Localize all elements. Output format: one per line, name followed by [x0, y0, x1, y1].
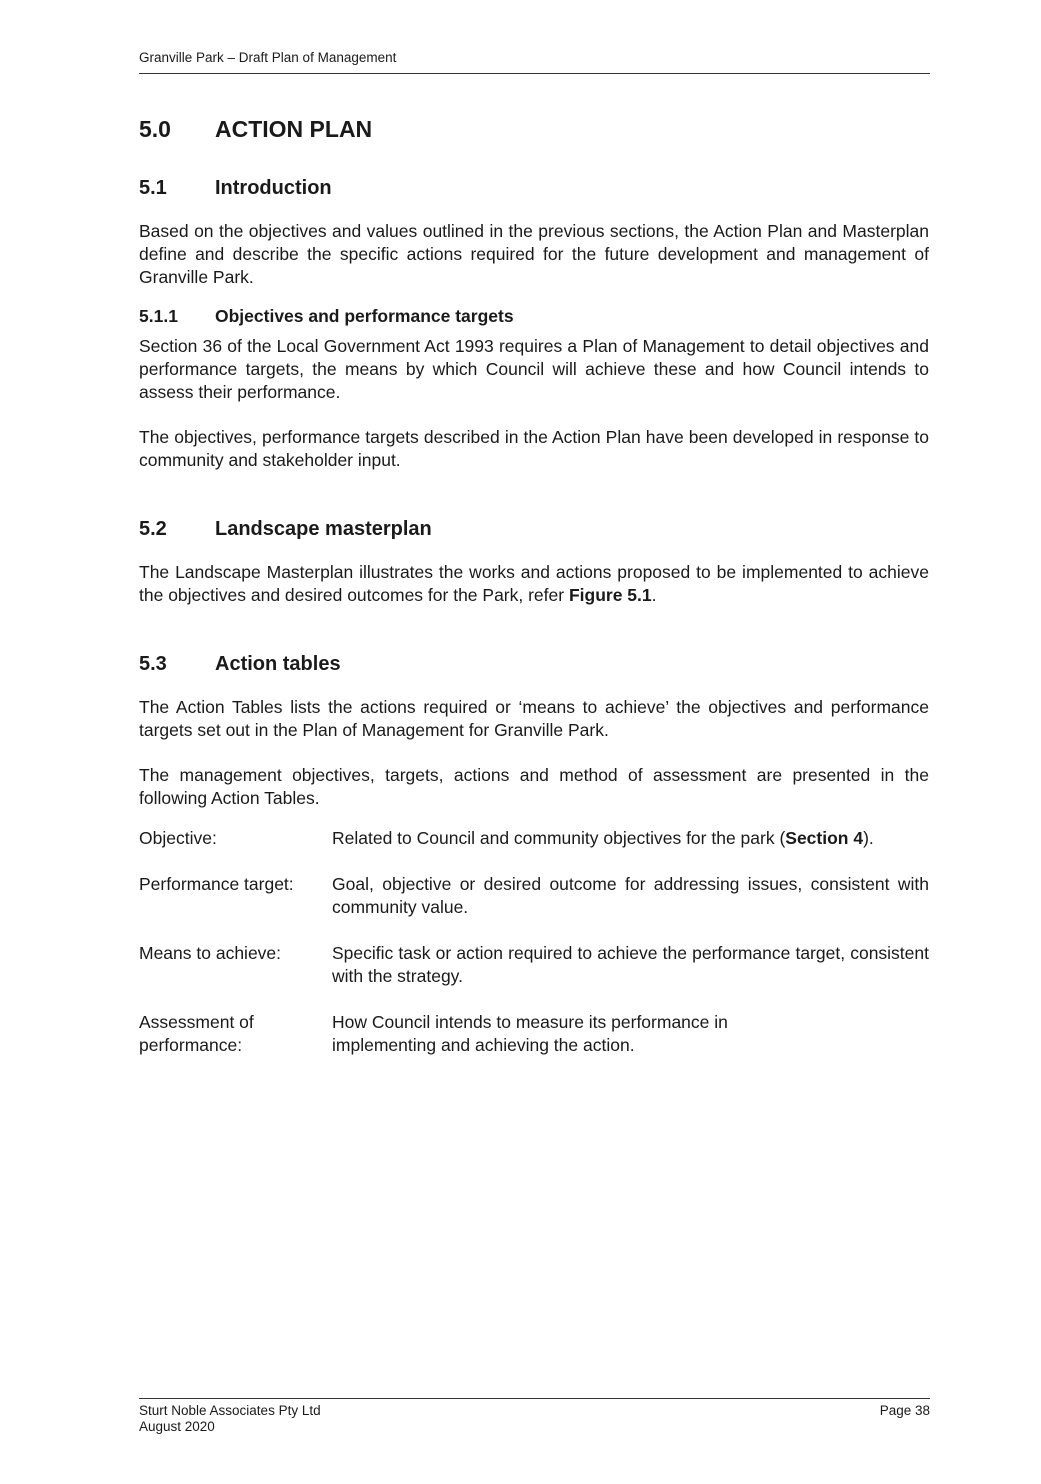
definition-assessment: [139, 1011, 929, 1057]
action-tables-paragraph-2: The management objectives, targets, actions and method of assessment are presented in the following Action Tables.: [139, 765, 929, 808]
heading-5-3-title: Action tables: [215, 653, 341, 675]
term-line-1: Assessment of: [139, 1012, 254, 1032]
term-line-2: performance:: [139, 1035, 243, 1055]
objective-text: Related to Council and community objectives for the park (: [332, 828, 786, 848]
heading-5-1-number: 5.1: [139, 177, 167, 199]
footer-row: [139, 1403, 930, 1419]
definition-description: [332, 827, 929, 850]
objective-text-end: ).: [863, 828, 874, 848]
footer-date: August 2020: [139, 1419, 215, 1434]
page-number: Page 38: [879, 1403, 930, 1418]
definition-performance-target: [139, 873, 929, 919]
description-line-1: How Council intends to measure its performance in: [332, 1012, 728, 1032]
document-body: [139, 116, 929, 1080]
objectives-paragraph-2: The objectives, performance targets described in the Action Plan have been developed in response to community and stakeholder input.: [139, 427, 929, 470]
heading-5-1-1-title: Objectives and performance targets: [215, 306, 514, 326]
masterplan-text: The Landscape Masterplan illustrates the works and actions proposed to be implemented to achieve the objectives and desired outcomes for the Park, refer: [139, 562, 929, 605]
heading-5-1-1-number: 5.1.1: [139, 306, 178, 326]
definition-objective: [139, 827, 929, 850]
definition-means-to-achieve: [139, 942, 929, 988]
header-title: Granville Park – Draft Plan of Management: [139, 50, 397, 65]
objectives-paragraph-1: Section 36 of the Local Government Act 1993 requires a Plan of Management to detail objectives and performance targets, the means by which Council will achieve these and how Council intends to assess their performance.: [139, 336, 929, 402]
figure-reference: Figure 5.1: [568, 585, 652, 605]
heading-5-2-number: 5.2: [139, 518, 167, 540]
definition-term: Performance target:: [139, 874, 294, 894]
definition-term: Objective:: [139, 828, 217, 848]
definition-term: Means to achieve:: [139, 943, 282, 963]
definition-description: [332, 1011, 929, 1057]
description-line-2: implementing and achieving the action.: [332, 1035, 635, 1055]
section-heading: [139, 116, 929, 143]
section-title: ACTION PLAN: [215, 116, 373, 142]
footer-company: Sturt Noble Associates Pty Ltd: [139, 1403, 321, 1418]
definition-list: [139, 827, 929, 1057]
heading-5-1-title: Introduction: [215, 177, 332, 199]
action-tables-paragraph-1: The Action Tables lists the actions required or ‘means to achieve’ the objectives and performance targets set out in the Plan of Management for Granville Park.: [139, 697, 929, 740]
page-footer: [139, 1398, 930, 1435]
definition-term: [139, 1011, 332, 1057]
masterplan-paragraph: [139, 561, 929, 607]
definition-description: Specific task or action required to achieve the performance target, consistent with the strategy.: [332, 943, 929, 986]
heading-5-2: [139, 518, 929, 541]
heading-5-1: [139, 177, 929, 200]
heading-5-1-1: [139, 306, 929, 327]
section-reference: Section 4: [785, 828, 864, 848]
intro-paragraph: Based on the objectives and values outlined in the previous sections, the Action Plan and Masterplan define and describe the specific actions required for the future development and management of Granville Park.: [139, 221, 929, 287]
section-number: 5.0: [139, 116, 171, 142]
page-header: [139, 50, 930, 74]
masterplan-text-end: .: [651, 585, 657, 605]
heading-5-3: [139, 653, 929, 676]
heading-5-2-title: Landscape masterplan: [215, 518, 432, 540]
heading-5-3-number: 5.3: [139, 653, 167, 675]
definition-description: Goal, objective or desired outcome for addressing issues, consistent with community value.: [332, 874, 929, 917]
